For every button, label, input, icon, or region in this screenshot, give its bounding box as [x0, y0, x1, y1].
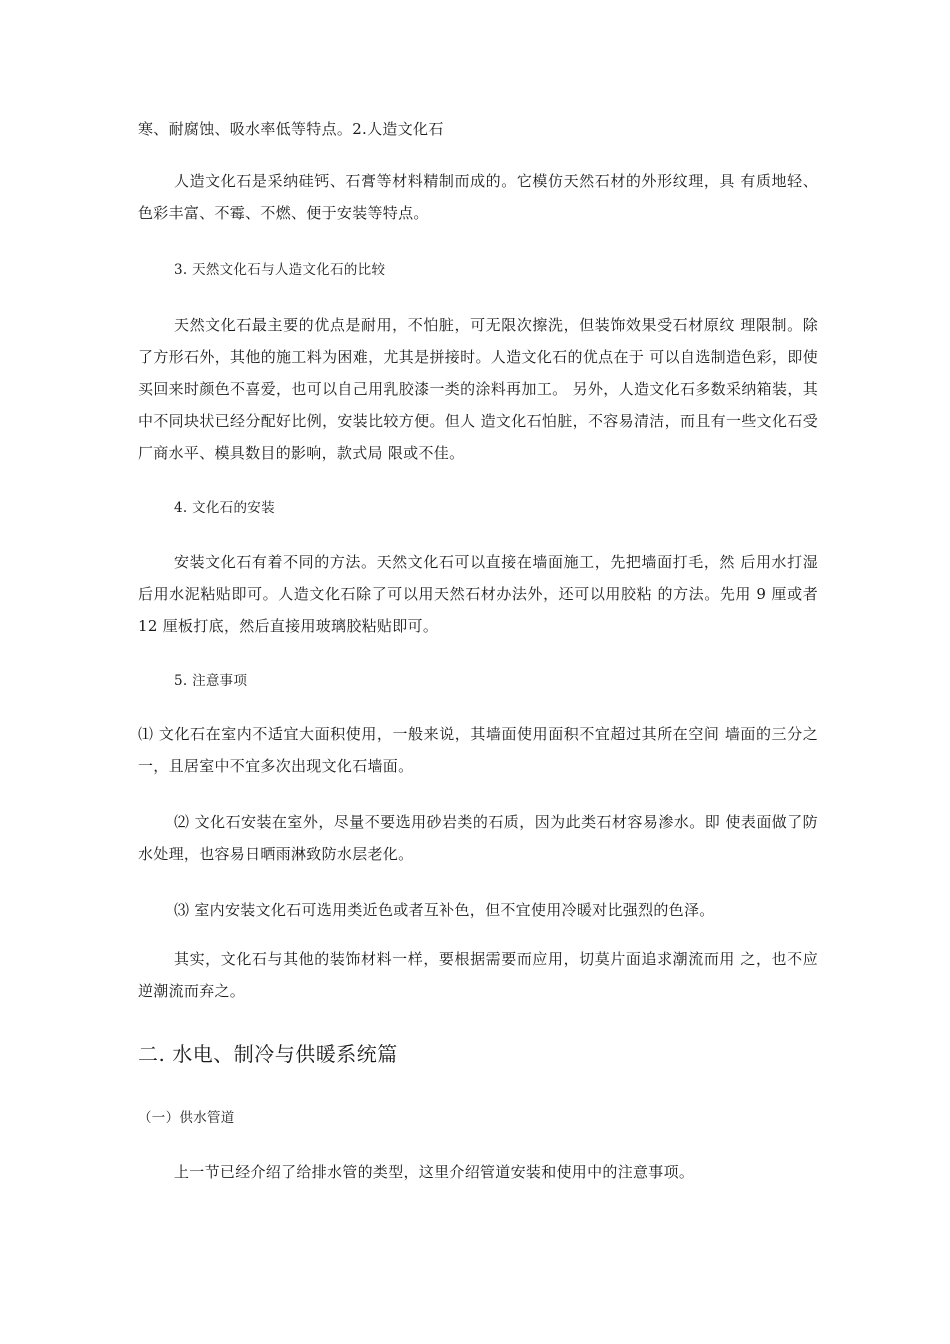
note-item-2: ⑵ 文化石安装在室外，尽量不要选用砂岩类的石质，因为此类石材容易渗水。即 使表面做了防水处理，也容易日晒雨淋致防水层老化。 — [138, 813, 818, 863]
note-item-3: ⑶ 室内安装文化石可选用类近色或者互补色，但不宜使用冷暖对比强烈的色泽。 — [174, 901, 715, 919]
section-2-heading: 二. 水电、制冷与供暖系统篇 — [138, 1042, 398, 1066]
notes-heading: 5. 注意事项 — [174, 673, 248, 689]
note-item-1: ⑴ 文化石在室内不适宜大面积使用，一般来说，其墙面使用面积不宜超过其所在空间 墙面的三分之一，且居室中不宜多次出现文化石墙面。 — [138, 725, 818, 775]
artificial-stone-paragraph: 人造文化石是采纳硅钙、石膏等材料精制而成的。它模仿天然石材的外形纹理，具 有质地轻、色彩丰富、不霉、不燃、便于安装等特点。 — [138, 172, 818, 222]
intro-paragraph: 寒、耐腐蚀、吸水率低等特点。2.人造文化石 — [138, 120, 444, 138]
comparison-paragraph: 天然文化石最主要的优点是耐用，不怕脏，可无限次擦洗，但装饰效果受石材原纹 理限制。除了方形石外，其他的施工料为困难，尤其是拼接时。人造文化石的优点在于 可以自选制造色彩，即使买回来时颜色不喜爱，也可以自己用乳胶漆一类的涂料再加工。 另外，人造文化石多数采纳箱装，其中不同块状已经分配好比例，安装比较方便。但人 造文化石怕脏，不容易清洁，而且有一些文化石受厂商水平、模具数目的影响，款式局 限或不佳。 — [138, 316, 818, 462]
comparison-heading: 3. 天然文化石与人造文化石的比较 — [174, 262, 386, 278]
water-supply-paragraph: 上一节已经介绍了给排水管的类型，这里介绍管道安装和使用中的注意事项。 — [174, 1163, 695, 1181]
installation-paragraph: 安装文化石有着不同的方法。天然文化石可以直接在墙面施工，先把墙面打毛，然 后用水打湿后用水泥粘贴即可。人造文化石除了可以用天然石材办法外，还可以用胶粘 的方法。先用 9 厘或者 12 厘板打底，然后直接用玻璃胶粘贴即可。 — [138, 553, 818, 635]
installation-heading: 4. 文化石的安装 — [174, 500, 275, 516]
conclusion-paragraph: 其实，文化石与其他的装饰材料一样，要根据需要而应用，切莫片面追求潮流而用 之，也不应逆潮流而弃之。 — [138, 950, 818, 1000]
water-supply-heading: （一）供水管道 — [138, 1110, 235, 1126]
